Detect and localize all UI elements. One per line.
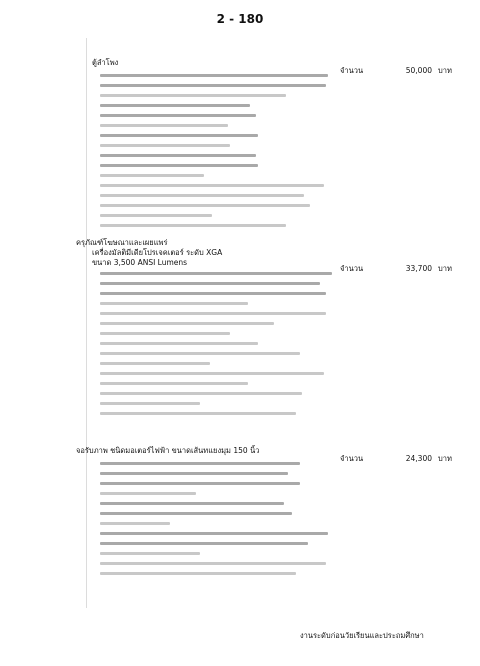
item-quantity-projector: จำนวน [340,264,364,273]
item-heading-screen: จอรับภาพ ชนิดมอเตอร์ไฟฟ้า ขนาดเส้นทแยงมุม 150 นิ้ว [76,446,260,455]
item-unit-projector: บาท [438,264,452,273]
page-number: 2 - 180 [216,12,264,26]
footer-department: งานระดับก่อนวัยเรียนและประถมศึกษา [300,631,424,640]
item-unit-speaker: บาท [438,66,452,75]
item-quantity-screen: จำนวน [340,454,364,463]
item-quantity-speaker: จำนวน [340,66,364,75]
item-detail-screen [100,462,332,582]
item-detail-projector [100,272,332,422]
item-amount-speaker: 50,000 [405,66,432,75]
item-heading-speaker: ตู้ลำโพง [92,58,119,67]
item-heading-projector: เครื่องมัลติมีเดียโปรเจคเตอร์ ระดับ XGA [92,248,223,257]
item-unit-screen: บาท [438,454,452,463]
item-detail-speaker [100,74,332,234]
item-amount-screen: 24,300 [405,454,432,463]
item-amount-projector: 33,700 [405,264,432,273]
category-heading-advertising: ครุภัณฑ์โฆษณาและเผยแพร่ [76,238,168,247]
item-subheading-projector: ขนาด 3,500 ANSI Lumens [92,258,188,267]
column-rule [86,38,87,608]
